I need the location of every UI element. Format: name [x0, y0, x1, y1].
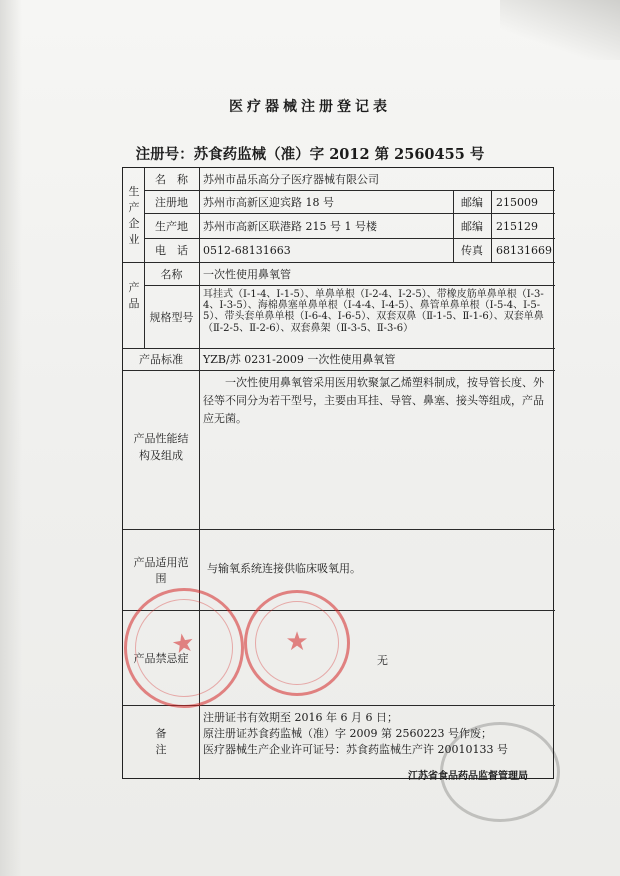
scope-value: 与输氧系统连接供临床吸氧用。: [207, 562, 361, 575]
prod-address-value: 苏州市高新区联港路 215 号 1 号楼: [203, 220, 377, 233]
reg-postcode-value: 215009: [496, 196, 538, 209]
prohibition-value: 无: [377, 654, 388, 667]
spec-label: 规格型号: [149, 311, 194, 324]
fax-value: 68131669: [496, 244, 552, 257]
company-name-label: 名 称: [155, 173, 188, 186]
spec-value: 耳挂式（Ⅰ-1-4、Ⅰ-1-5）、单鼻单根（Ⅰ-2-4、Ⅰ-2-5）、带橡皮筋单鼻单根（Ⅰ-3-4、Ⅰ-3-5）、海棉鼻塞单鼻单根（Ⅰ-4-4、Ⅰ-4-5）、鼻管单鼻单根（Ⅰ-5-4、Ⅰ-5-5）、带头套单鼻单根（Ⅰ-6-4、Ⅰ-6-5）、双套双鼻（Ⅱ-1-5、Ⅱ-1-6）、双套单鼻（Ⅱ-2-5、Ⅱ-2-6）、双套鼻架（Ⅱ-3-5、Ⅱ-3-6）: [203, 289, 544, 334]
prod-address-label: 生产地: [155, 220, 188, 233]
performance-value: 一次性使用鼻氧管采用医用软聚氯乙烯塑料制成，按导管长度、外径等不同分为若干型号，主要由耳挂、导管、鼻塞、接头等组成，产品应无菌。: [203, 376, 544, 425]
company-name-value: 苏州市晶乐高分子医疗器械有限公司: [203, 173, 379, 186]
performance-label: 产品性能结构及组成: [133, 432, 189, 462]
phone-value: 0512-68131663: [203, 244, 291, 257]
prohibition-label: 产品禁忌症: [133, 652, 189, 665]
registration-number: 注册号：苏食药监械（准）字 2012 第 2560455 号: [135, 146, 485, 163]
issuing-agency: 江苏省食品药品监督管理局: [408, 771, 528, 782]
product-name-value: 一次性使用鼻氧管: [203, 268, 291, 281]
remarks-line3: 医疗器械生产企业许可证号：苏食药监械生产许 20010133 号: [203, 743, 508, 756]
reg-address-label: 注册地: [155, 196, 188, 209]
prod-postcode-value: 215129: [496, 220, 538, 233]
producer-group-label: 生产企业: [128, 185, 140, 246]
reg-address-value: 苏州市高新区迎宾路 18 号: [203, 196, 334, 209]
phone-label: 电 话: [155, 244, 188, 257]
paper-shadow: [500, 0, 620, 60]
remarks-line1: 注册证书有效期至 2016 年 6 月 6 日；: [203, 711, 398, 724]
official-seal: ★: [244, 590, 350, 696]
company-seal: ★: [114, 578, 253, 717]
scope-label: 产品适用范 围: [133, 556, 200, 585]
document-title: 医疗器械注册登记表: [229, 99, 391, 115]
standard-label: 产品标准: [139, 353, 183, 366]
prod-postcode-label: 邮编: [461, 220, 483, 233]
product-group-label: 产品: [128, 281, 140, 310]
remarks-label: 备 注: [155, 727, 178, 756]
reg-postcode-label: 邮编: [461, 196, 483, 209]
standard-value: YZB/苏 0231-2009 一次性使用鼻氧管: [203, 353, 396, 366]
remarks-line2: 原注册证苏食药监械（准）字 2009 第 2560223 号作废；: [203, 727, 492, 740]
paper-edge-shadow: [0, 0, 22, 876]
product-name-label: 名称: [160, 268, 183, 281]
fax-label: 传真: [461, 244, 483, 257]
